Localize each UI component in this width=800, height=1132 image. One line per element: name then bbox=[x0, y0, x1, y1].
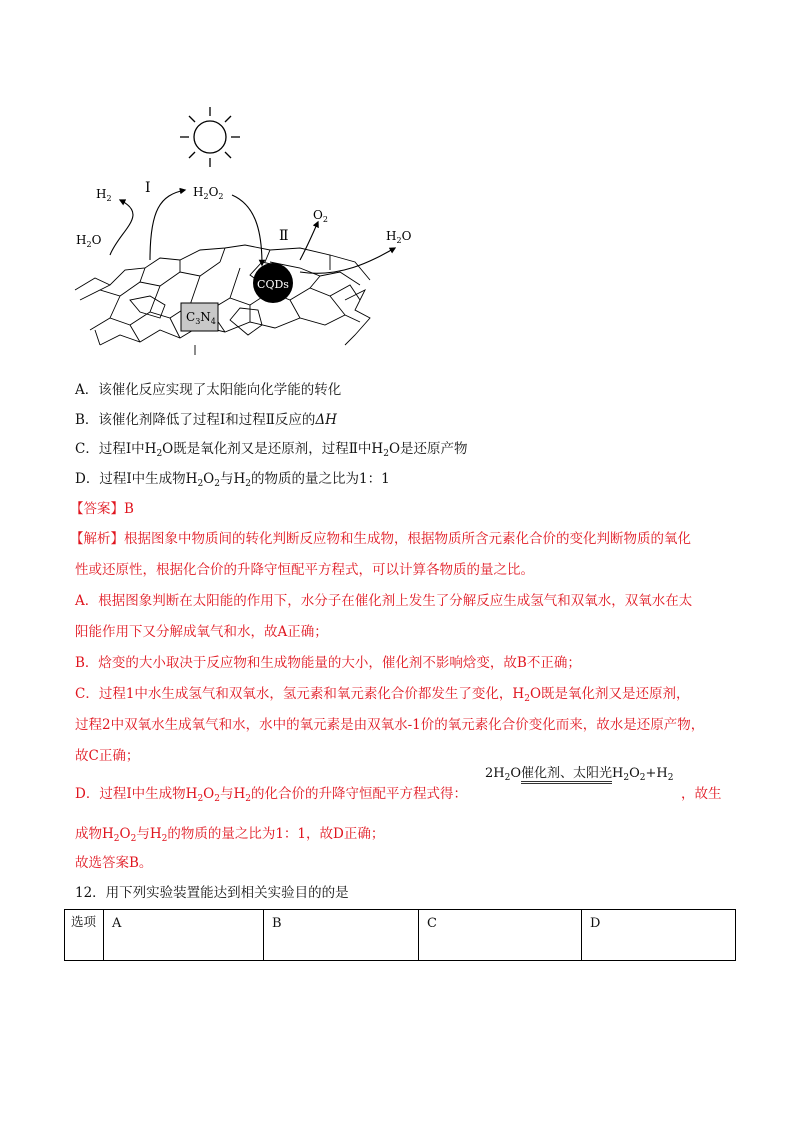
option-a: A．该催化反应实现了太阳能向化学能的转化 bbox=[75, 382, 342, 398]
arrow-h2o-to-h2 bbox=[110, 200, 133, 255]
h2o-right-label: $H_2O$ bbox=[386, 229, 412, 245]
o2-label: $O_2$ bbox=[313, 208, 328, 224]
h2-label: $H_2$ bbox=[96, 187, 112, 203]
arrow-to-o2 bbox=[300, 222, 318, 260]
analysis-c-1: C．过程1中水生成氢气和双氧水，氢元素和氧元素化合价都发生了变化，$H_2O$既是氧化剂又是还原剂， bbox=[75, 686, 690, 704]
analysis-d-1: D．过程Ⅰ中生成物$H_2O_2$与$H_2$的化合价的升降守恒配平方程式得： bbox=[75, 786, 467, 804]
option-cell-d: D bbox=[582, 910, 736, 961]
option-cell-a: A bbox=[104, 910, 264, 961]
option-d: D．过程Ⅰ中生成物$H_2O_2$与$H_2$的物质的量之比为1：1 bbox=[75, 471, 390, 489]
reaction-equation: $2H_2O$催化剂、太阳光$H_2O_2+H_2$ bbox=[485, 766, 674, 783]
c3n4-label: $C_3N_4$ bbox=[186, 310, 216, 326]
process-2-label: Ⅱ bbox=[279, 228, 289, 244]
option-b: B．该催化剂降低了过程Ⅰ和过程Ⅱ反应的ΔH bbox=[75, 412, 337, 428]
analysis-c-3: 故C正确； bbox=[75, 748, 140, 764]
sun-icon bbox=[180, 107, 240, 167]
question-12-stem: 12．用下列实验装置能达到相关实验目的的是 bbox=[75, 885, 349, 901]
analysis-intro-2: 性或还原性，根据化合价的升降守恒配平方程式，可以计算各物质的量之比。 bbox=[75, 562, 534, 578]
analysis-a-1: A．根据图象判断在太阳能的作用下，水分子在催化剂上发生了分解反应生成氢气和双氧水，双氧水在太 bbox=[75, 593, 693, 609]
h2o-left-label: $H_2O$ bbox=[76, 233, 102, 249]
arrow-h2o2-to-catalyst bbox=[232, 195, 262, 265]
arrow-to-h2o-right bbox=[300, 248, 395, 273]
process-1-label: Ⅰ bbox=[145, 180, 151, 196]
answer-line: 【答案】B bbox=[70, 501, 134, 517]
option-cell-c: C bbox=[419, 910, 582, 961]
option-cell-b: B bbox=[264, 910, 419, 961]
analysis-d-2: 成物$H_2O_2$与$H_2$的物质的量之比为1：1，故D正确； bbox=[75, 826, 385, 844]
analysis-intro-1: 【解析】根据图象中物质间的转化判断反应物和生成物，根据物质所含元素化合价的变化判断物质的氧化 bbox=[70, 531, 691, 547]
question-12-options-table bbox=[64, 909, 736, 961]
cqds-label: CQDs bbox=[257, 278, 289, 291]
option-c: C．过程Ⅰ中$H_2O$既是氧化剂又是还原剂，过程Ⅱ中$H_2O$是还原产物 bbox=[75, 441, 468, 459]
photocatalysis-diagram bbox=[60, 95, 440, 365]
analysis-d-1-tail: ，故生 bbox=[681, 786, 722, 802]
table-row bbox=[65, 910, 736, 961]
analysis-conclusion: 故选答案B。 bbox=[75, 855, 153, 871]
analysis-b: B．焓变的大小取决于反应物和生成物能量的大小，催化剂不影响焓变，故B不正确； bbox=[75, 655, 581, 671]
analysis-a-2: 阳能作用下又分解成氧气和水，故A正确； bbox=[75, 624, 328, 640]
reaction-condition: 催化剂、太阳光 bbox=[521, 767, 612, 784]
h2o2-label: $H_2O_2$ bbox=[193, 185, 224, 201]
option-header-cell: 选项 bbox=[65, 910, 104, 961]
analysis-c-2: 过程2中双氧水生成氧气和水，水中的氧元素是由双氧水-1价的氧元素化合价变化而来，故水是还原产物， bbox=[75, 717, 705, 733]
arrow-to-h2o2 bbox=[150, 190, 185, 260]
carbon-nitride-sheet bbox=[75, 245, 370, 355]
